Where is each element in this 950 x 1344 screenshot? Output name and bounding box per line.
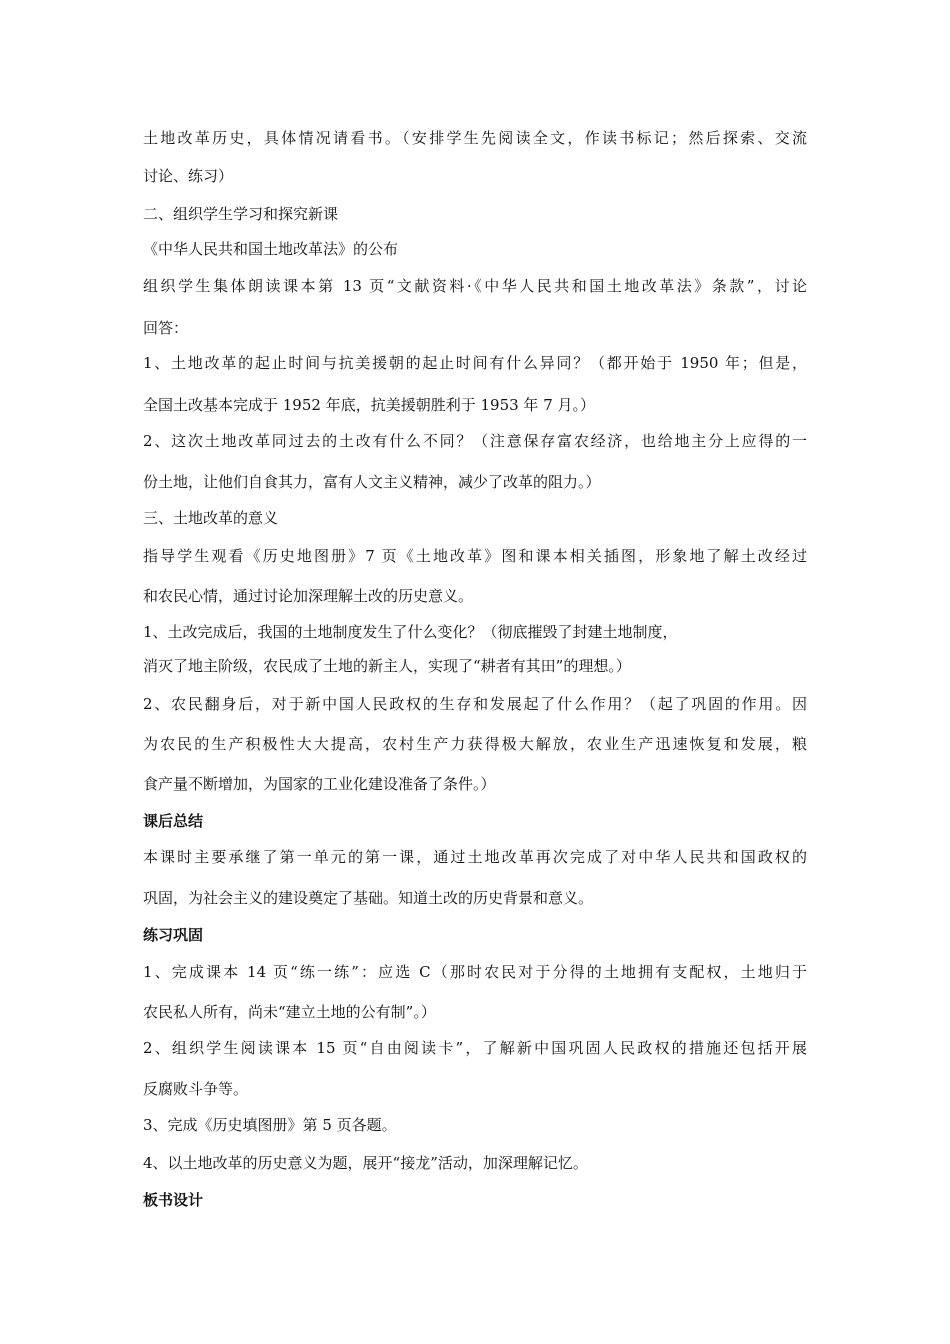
paragraph-summary-line-2: 巩固，为社会主义的建设奠定了基础。知道土改的历史背景和意义。 [143,889,594,907]
exercise-1-line-1: 1、完成课本 14 页“练一练”：应选 C（那时农民对于分得的土地拥有支配权，土地归于 [143,963,807,981]
paragraph-map-line-2: 和农民心情，通过讨论加深理解土改的历史意义。 [143,587,474,605]
heading-summary: 课后总结 [143,812,204,830]
exercise-4: 4、以土地改革的历史意义为题，展开“接龙”活动，加深理解记忆。 [143,1154,588,1172]
paragraph-summary-line-1: 本课时主要承继了第一单元的第一课，通过土地改革再次完成了对中华人民共和国政权的 [143,848,807,866]
section-heading-study: 二、组织学生学习和探究新课 [143,205,339,223]
question-4-line-2: 为农民的生产积极性大大提高，农村生产力获得极大解放，农业生产迅速恢复和发展，粮 [143,735,807,753]
exercise-1-line-2: 农民私人所有，尚未“建立土地的公有制”。） [143,1003,436,1021]
question-4-line-3: 食产量不断增加，为国家的工业化建设准备了条件。） [143,775,496,793]
question-1-line-2: 全国土改基本完成于 1952 年底，抗美援朝胜利于 1953 年 7 月。） [143,396,596,414]
question-4-line-1: 2、农民翻身后，对于新中国人民政权的生存和发展起了什么作用？（起了巩固的作用。因 [143,695,807,713]
question-1-line-1: 1、土地改革的起止时间与抗美援朝的起止时间有什么异同？（都开始于 1950 年；但是， [143,354,807,372]
question-3-line-2: 消灭了地主阶级，农民成了土地的新主人，实现了“耕者有其田”的理想。） [143,657,631,675]
paragraph-read-aloud-line-2: 回答： [143,319,189,337]
exercise-2-line-2: 反腐败斗争等。 [143,1080,249,1098]
exercise-2-line-1: 2、组织学生阅读课本 15 页“自由阅读卡”，了解新中国巩固人民政权的措施还包括开展 [143,1039,807,1057]
paragraph-map-line-1: 指导学生观看《历史地图册》7 页《土地改革》图和课本相关插图，形象地了解土改经过 [143,547,807,565]
heading-blackboard-design: 板书设计 [143,1191,204,1209]
paragraph-intro-line-1: 土地改革历史，具体情况请看书。（安排学生先阅读全文，作读书标记；然后探索、交流 [143,129,807,147]
heading-practice: 练习巩固 [143,926,204,944]
question-2-line-2: 份土地，让他们自食其力，富有人文主义精神，减少了改革的阻力。） [143,473,601,491]
section-heading-significance: 三、土地改革的意义 [143,509,279,527]
exercise-3: 3、完成《历史填图册》第 5 页各题。 [143,1116,397,1134]
question-2-line-1: 2、这次土地改革同过去的土改有什么不同？（注意保存富农经济，也给地主分上应得的一 [143,432,807,450]
question-3-line-1: 1、土改完成后，我国的土地制度发生了什么变化？（彻底摧毁了封建土地制度， [143,623,678,641]
paragraph-read-aloud-line-1: 组织学生集体朗读课本第 13 页“文献资料·《中华人民共和国土地改革法》条款”，讨论 [143,277,807,295]
paragraph-intro-line-2: 讨论、练习） [143,167,234,185]
subheading-land-reform-law: 《中华人民共和国土地改革法》的公布 [143,240,399,258]
